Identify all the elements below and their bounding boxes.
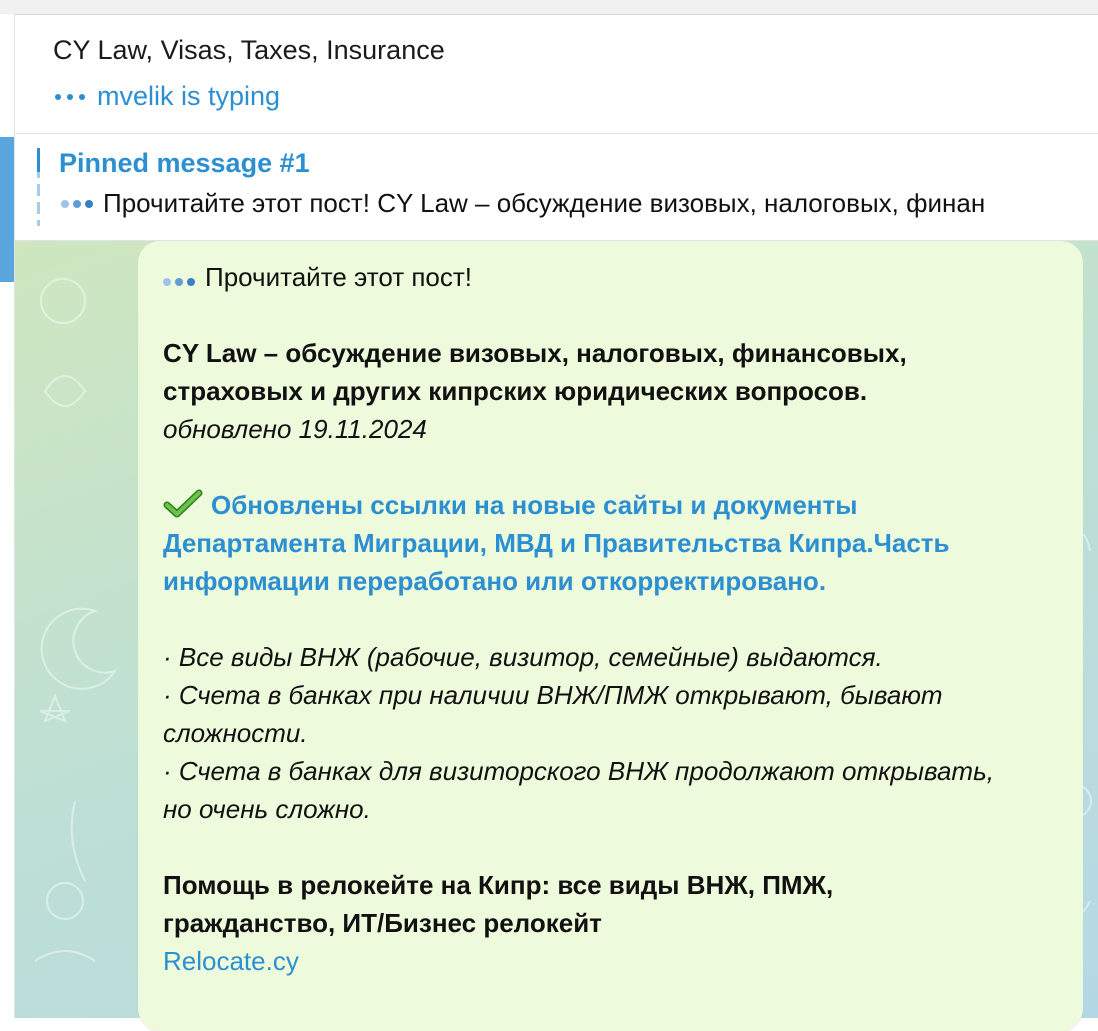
pinned-indicator	[37, 148, 40, 226]
help-line-1: Помощь в релокейте на Кипр: все виды ВНЖ, ПМЖ,	[163, 870, 834, 900]
headline-line-1: CY Law – обсуждение визовых, налоговых, финансовых,	[163, 338, 907, 368]
chat-title[interactable]: CY Law, Visas, Taxes, Insurance	[53, 35, 445, 65]
bullet-3-line-1: · Счета в банках для визиторского ВНЖ продолжают открывать,	[163, 756, 994, 786]
pinned-preview-text: Прочитайте этот пост! CY Law – обсуждение визовых, налоговых, финан	[103, 188, 986, 218]
update-notice-text-1: Обновлены ссылки на новые сайты и документы	[211, 490, 858, 520]
update-notice-line-3: информации переработано или откорректировано.	[163, 566, 827, 596]
relocate-link[interactable]: Relocate.cy	[163, 946, 299, 976]
update-notice-line-2: Департамента Миграции, МВД и Правительства Кипра.Часть	[163, 528, 950, 558]
typing-status	[55, 81, 280, 112]
typing-status-text: mvelik is typing	[97, 81, 281, 111]
update-notice-line-1	[163, 486, 1073, 524]
dots-icon	[163, 278, 195, 286]
selected-chat-indicator	[0, 137, 14, 282]
bullet-2-line-2: сложности.	[163, 718, 308, 748]
typing-dots-icon	[55, 94, 85, 100]
pinned-message-content	[163, 258, 1073, 980]
intro-text: Прочитайте этот пост!	[205, 262, 473, 292]
window-top-strip	[0, 0, 1098, 15]
bullet-1: · Все виды ВНЖ (рабочие, визитор, семейные) выдаются.	[163, 642, 883, 672]
pinned-title[interactable]: Pinned message #1	[59, 148, 310, 178]
chat-header[interactable]	[15, 15, 1098, 134]
headline-line-2: страховых и других кипрских юридических вопросов.	[163, 376, 868, 406]
updated-date: обновлено 19.11.2024	[163, 414, 427, 444]
bullet-3-line-2: но очень сложно.	[163, 794, 371, 824]
check-mark-icon	[163, 489, 203, 519]
bullet-2-line-1: · Счета в банках при наличии ВНЖ/ПМЖ открывают, бывают	[163, 680, 943, 710]
pinned-preview[interactable]	[61, 188, 985, 219]
message-intro	[163, 258, 1073, 296]
dots-icon	[61, 200, 93, 208]
chat-list-rail	[0, 14, 15, 1018]
help-line-2: гражданство, ИТ/Бизнес релокейт	[163, 908, 602, 938]
pinned-message-bar[interactable]	[15, 134, 1098, 241]
